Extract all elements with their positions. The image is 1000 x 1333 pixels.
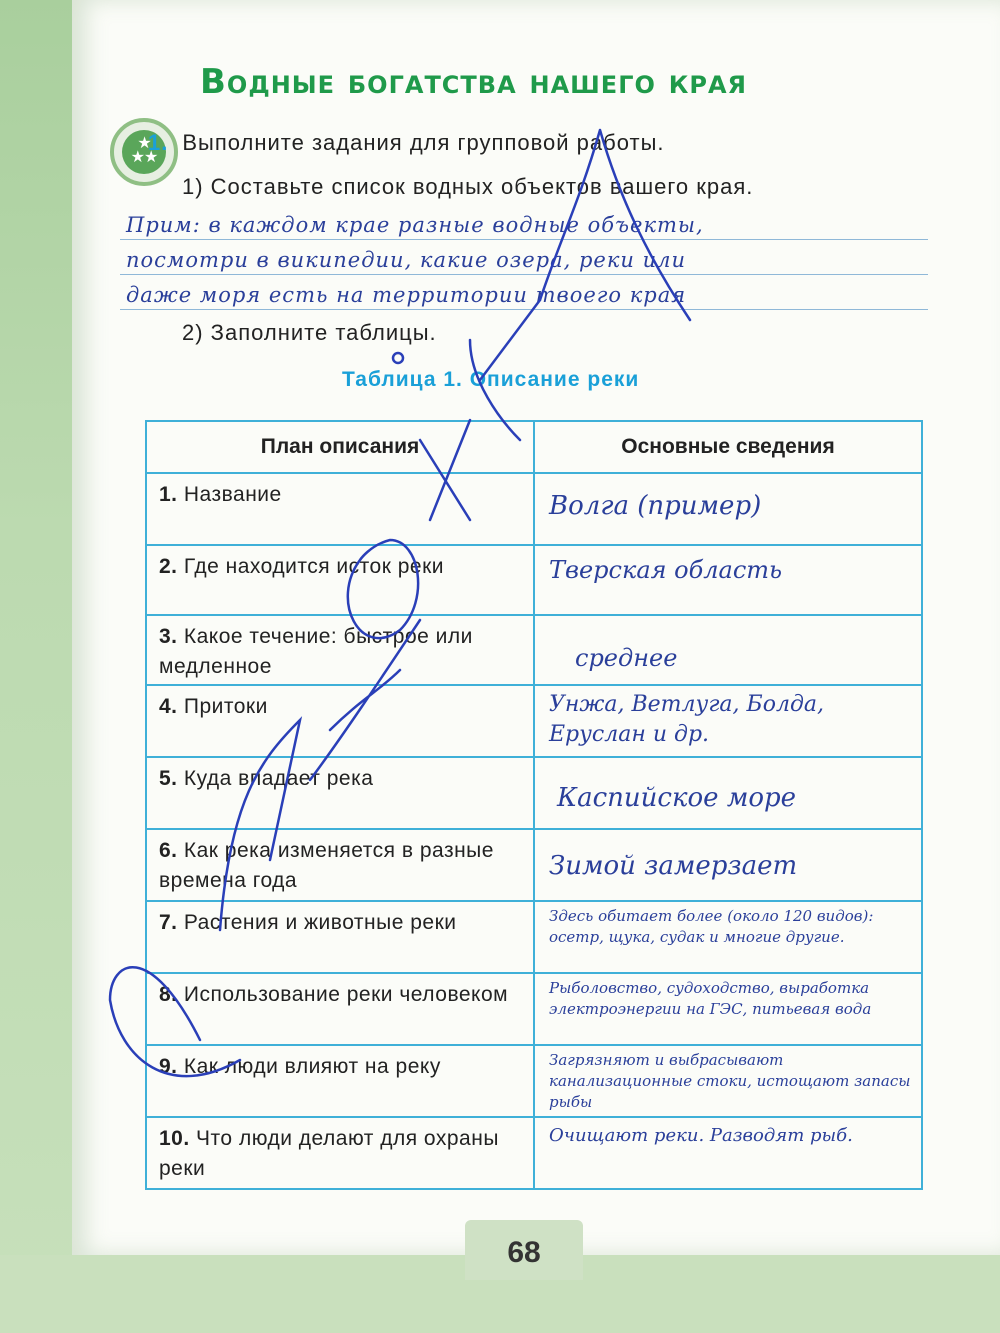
page-number: 68 [507, 1236, 541, 1269]
question-cell [146, 615, 534, 685]
row-number: 8. [159, 983, 178, 1006]
row-number: 5. [159, 767, 178, 790]
answer-text: Здесь обитает более (около 120 видов): осетр, щука, судак и многие другие. [549, 907, 874, 946]
table-row [146, 757, 922, 829]
answer-line [120, 275, 928, 310]
answer-text: Рыболовство, судоходство, выработка электроэнергии на ГЭС, питьевая вода [549, 979, 872, 1018]
row-number: 1. [159, 483, 178, 506]
question-text: Как река изменяется в разные времена года [159, 839, 494, 892]
row-number: 6. [159, 839, 178, 862]
question-text: Растения и животные реки [183, 911, 457, 934]
row-number: 4. [159, 695, 178, 718]
question-text: Какое течение: быстрое или медленное [159, 625, 473, 678]
subtask-1: 1) Составьте список водных объектов вашего края. [182, 174, 754, 199]
handwritten-note-line: Прим: в каждом крае разные водные объекты, [126, 213, 704, 237]
answer-cell [534, 1117, 922, 1189]
answer-text: Каспийское море [557, 783, 797, 813]
answer-cell [534, 685, 922, 757]
stars-icon: ★ ★★ [122, 130, 166, 174]
table-row [146, 1045, 922, 1117]
table-row [146, 473, 922, 545]
answer-cell [534, 473, 922, 545]
answer-text: Тверская область [549, 556, 783, 584]
answer-lines [120, 205, 928, 310]
question-cell [146, 473, 534, 545]
answer-cell [534, 901, 922, 973]
answer-cell [534, 615, 922, 685]
question-cell [146, 901, 534, 973]
question-cell [146, 685, 534, 757]
question-cell [146, 1117, 534, 1189]
subtask-2: 2) Заполните таблицы. [182, 320, 437, 345]
table-caption: Таблица 1. Описание реки [342, 368, 640, 391]
question-cell [146, 545, 534, 615]
answer-line [120, 240, 928, 275]
question-text: Название [183, 483, 282, 506]
row-number: 3. [159, 625, 178, 648]
answer-text: Волга (пример) [549, 491, 762, 521]
header-plan: План описания [146, 421, 534, 473]
row-number: 9. [159, 1055, 178, 1078]
answer-text: Загрязняют и выбрасывают канализационные стоки, истощают запасы рыбы [549, 1051, 911, 1111]
answer-text: Очищают реки. Разводят рыб. [549, 1125, 853, 1146]
handwritten-note-line: даже моря есть на территории твоего края [126, 283, 687, 307]
question-cell [146, 757, 534, 829]
left-margin-band [0, 0, 72, 1333]
header-info: Основные сведения [534, 421, 922, 473]
answer-cell [534, 545, 922, 615]
question-text: Где находится исток реки [183, 555, 445, 578]
answer-cell [534, 1045, 922, 1117]
table-row [146, 685, 922, 757]
question-text: Как люди влияют на реку [183, 1055, 441, 1078]
page-title: Водные богатства нашего края [200, 62, 747, 102]
table-row [146, 1117, 922, 1189]
question-text: Куда впадает река [183, 767, 374, 790]
answer-cell [534, 973, 922, 1045]
question-text: Что люди делают для охраны реки [159, 1127, 499, 1180]
table-row [146, 615, 922, 685]
answer-text: Зимой замерзает [549, 851, 798, 881]
task-text: Выполните задания для групповой работы. [182, 130, 665, 155]
row-number: 10. [159, 1127, 190, 1150]
question-text: Притоки [183, 695, 268, 718]
task-1 [148, 130, 665, 156]
row-number: 2. [159, 555, 178, 578]
row-number: 7. [159, 911, 178, 934]
handwritten-note-line: посмотри в википедии, какие озера, реки или [126, 248, 687, 272]
table-header-row [146, 421, 922, 473]
answer-cell [534, 757, 922, 829]
answer-text: Унжа, Ветлуга, Болда, Еруслан и др. [549, 692, 825, 747]
answer-cell [534, 829, 922, 901]
table-row [146, 829, 922, 901]
answer-line [120, 205, 928, 240]
table-row [146, 901, 922, 973]
task-number: 1. [148, 130, 169, 155]
table-row [146, 545, 922, 615]
table-row [146, 973, 922, 1045]
answer-text: среднее [575, 644, 678, 672]
question-cell [146, 1045, 534, 1117]
question-text: Использование реки человеком [183, 983, 509, 1006]
question-cell [146, 973, 534, 1045]
river-description-table [145, 420, 923, 1190]
question-cell [146, 829, 534, 901]
